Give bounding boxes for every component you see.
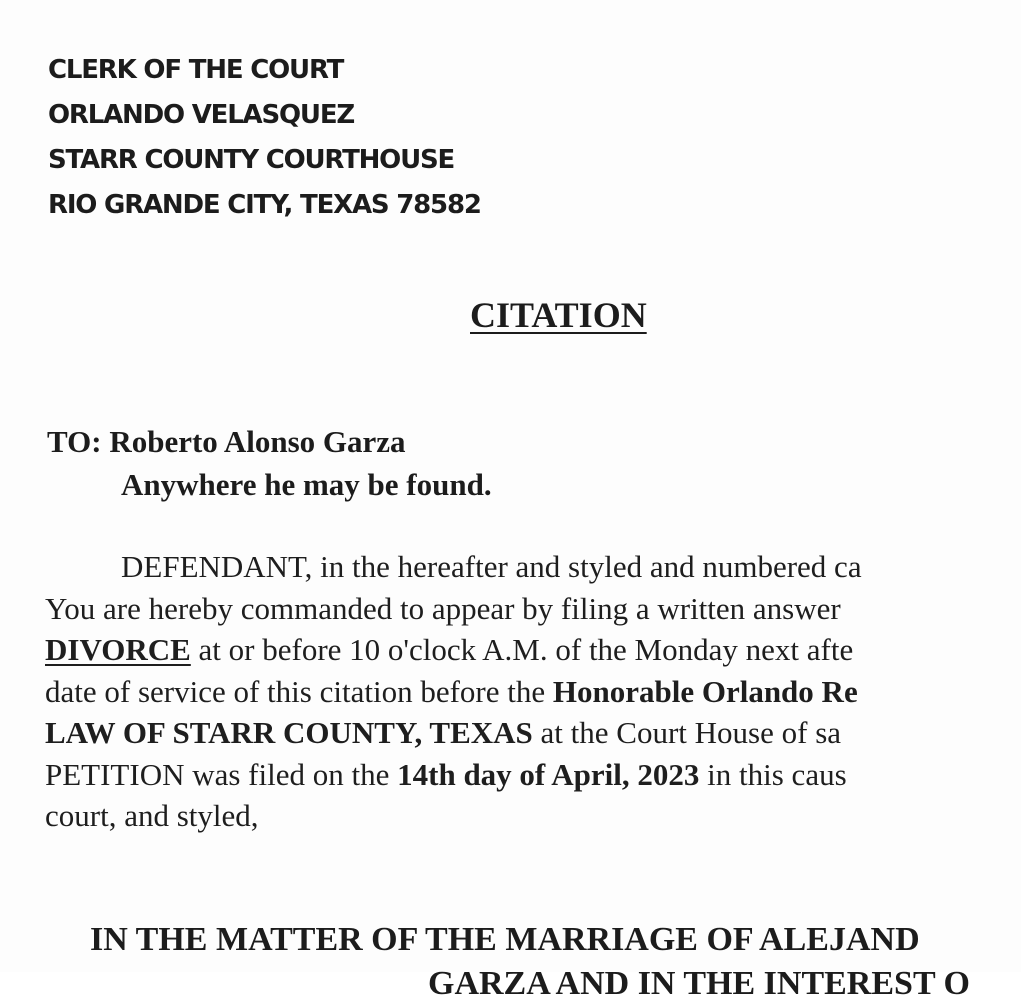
courthouse-name: STARR COUNTY COURTHOUSE [48, 145, 455, 175]
body-text-span: date of service of this citation before the [45, 673, 553, 709]
clerk-address-block [48, 48, 481, 228]
body-line: You are hereby commanded to appear by filing a written answer [45, 590, 841, 626]
court-name: LAW OF STARR COUNTY, TEXAS [45, 715, 533, 750]
case-style-line: GARZA AND IN THE INTEREST O [428, 965, 970, 1002]
document-title: CITATION [470, 295, 647, 335]
clerk-title: CLERK OF THE COURT [48, 55, 344, 85]
citation-body [45, 546, 862, 837]
recipient-block [47, 420, 492, 506]
body-line [45, 671, 862, 713]
body-text-span: in this caus [699, 756, 847, 792]
case-style [90, 918, 970, 1006]
recipient-name: Roberto Alonso Garza [109, 424, 406, 459]
body-text-span: at the Court House of sa [532, 715, 842, 750]
recipient-line [47, 420, 492, 463]
body-line [45, 754, 862, 796]
body-text-span: PETITION was filed on the [45, 756, 398, 792]
divorce-term: DIVORCE [45, 632, 191, 667]
to-label: TO: [47, 424, 102, 459]
judge-name: Honorable Orlando Re [552, 673, 858, 709]
body-text-span: at or before 10 o'clock A.M. of the Monday next afte [190, 632, 854, 667]
case-style-line: IN THE MATTER OF THE MARRIAGE OF ALEJAND [90, 921, 920, 958]
clerk-name: ORLANDO VELASQUEZ [48, 100, 355, 130]
body-line: DEFENDANT, in the hereafter and styled and numbered ca [121, 549, 862, 584]
body-line [45, 712, 862, 754]
body-line [45, 629, 862, 671]
body-line: court, and styled, [45, 798, 259, 833]
courthouse-city: RIO GRANDE CITY, TEXAS 78582 [48, 190, 481, 220]
filing-date: 14th day of April, 2023 [397, 756, 700, 792]
recipient-location: Anywhere he may be found. [121, 467, 492, 502]
